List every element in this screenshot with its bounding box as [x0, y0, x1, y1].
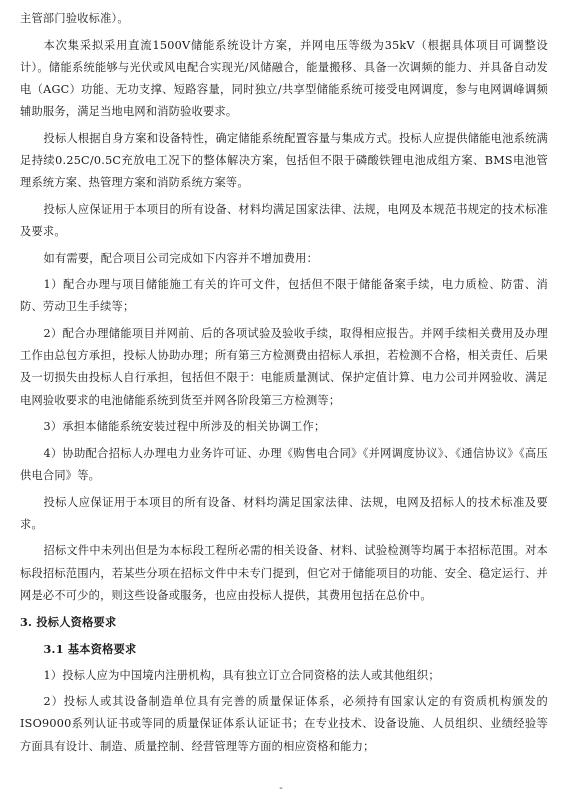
paragraph-technical-standards: 投标人应保证用于本项目的所有设备、材料均满足国家法律、法规，电网及招标人的技术标准及要求。 — [20, 495, 548, 531]
document-body — [20, 8, 548, 762]
list-item-permits: 1）配合办理与项目储能施工有关的许可文件，包括但不限于储能备案手续，电力质检、防雷、消防、劳动卫生手续等； — [20, 278, 548, 314]
paragraph-extra-duties-intro: 如有需要，配合项目公司完成如下内容并不增加费用： — [43, 251, 319, 265]
paragraph-continued: 主管部门验收标准）。 — [20, 12, 129, 25]
list-item-coordination: 3）承担本储能系统安装过程中所涉及的相关协调工作； — [43, 420, 326, 434]
paragraph-standards: 投标人应保证用于本项目的所有设备、材料均满足国家法律、法规，电网及本规范书规定的技术标准及要求。 — [20, 202, 548, 238]
section-heading: 3. 投标人资格要求 — [20, 615, 117, 630]
subsection-heading: 3.1 基本资格要求 — [43, 641, 137, 656]
list-item-contracts: 4）协助配合招标人办理电力业务许可证、办理《购售电合同》《并网调度协议》、《通信协议》《高压供电合同》等。 — [20, 446, 548, 482]
qualification-item-registration: 1）投标人应为中国境内注册机构，具有独立订立合同资格的法人或其他组织； — [43, 668, 440, 682]
paragraph-design-scheme: 本次集采拟采用直流1500V储能系统设计方案，并网电压等级为35kV（根据具体项目可调整设计）。储能系统能够与光伏或风电配合实现光/风储融合，能量搬移、具备一次调频的能力、并具备自动发电（AGC）功能、无功支撑、短路容量，同时独立/共享型储能系统可接受电网调度，参与电网调峰调频辅助服务，满足当地电网和消防验收要求。 — [20, 38, 548, 119]
page-number: - — [279, 783, 283, 794]
paragraph-scope: 招标文件中未列出但是为本标段工程所必需的相关设备、材料、试验检测等均属于本招标范围。对本标段招标范围内，若某些分项在招标文件中未专门提到，但它对于储能项目的功能、安全、稳定运行、并网是必不可少的，则这些设备或服务，也应由投标人提供，其费用包括在总价中。 — [20, 544, 548, 602]
qualification-item-quality-system: 2）投标人或其设备制造单位具有完善的质量保证体系，必须持有国家认定的有资质机构颁发的ISO9000系列认证书或等同的质量保证体系认证证书；在专业技术、设备设施、人员组织、业绩经验等方面具有设计、制造、质量控制、经营管理等方面的相应资格和能力； — [20, 695, 548, 753]
list-item-grid-acceptance: 2）配合办理储能项目并网前、后的各项试验及验收手续，取得相应报告。并网手续相关费用及办理工作由总包方承担，投标人协助办理；所有第三方检测费由招标人承担，若检测不合格，相关责任、后果及一切损失由投标人自行承担，包括但不限于：电能质量测试、保护定值计算、电力公司并网验收、满足电网验收要求的电池储能系统到货至并网各阶段第三方检测等； — [20, 326, 548, 407]
paragraph-capacity-config: 投标人根据自身方案和设备特性，确定储能系统配置容量与集成方式。投标人应提供储能电池系统满足持续0.25C/0.5C充放电工况下的整体解决方案，包括但不限于磷酸铁锂电池成组方案、BMS电池管理系统方案、热管理方案和消防系统方案等。 — [20, 131, 548, 190]
